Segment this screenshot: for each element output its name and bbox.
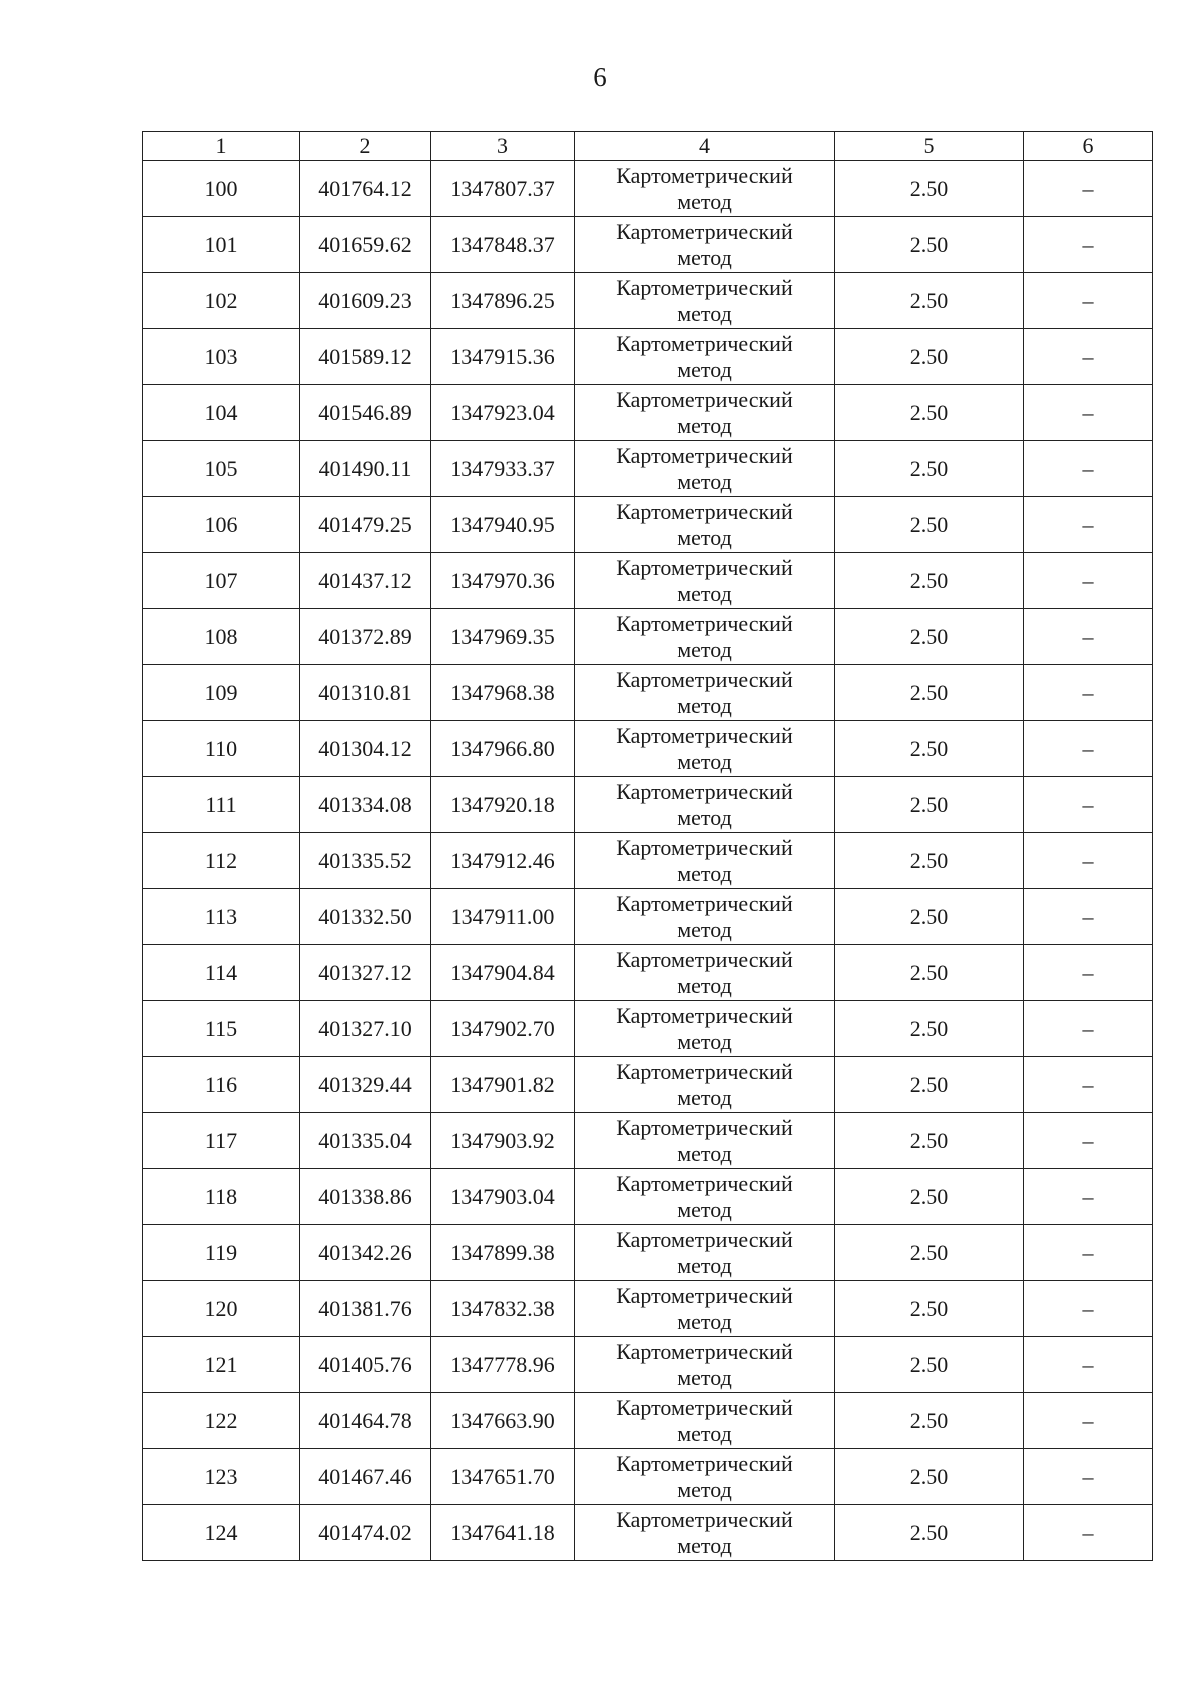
x-coordinate-cell: 401327.12	[300, 945, 431, 1001]
y-coordinate-cell: 1347663.90	[431, 1393, 575, 1449]
column-header-2: 2	[300, 132, 431, 161]
table-row	[143, 553, 1153, 609]
method-line-1: Картометрический	[616, 778, 793, 804]
table-row	[143, 497, 1153, 553]
method-line-2: метод	[677, 468, 732, 494]
x-coordinate-cell: 401546.89	[300, 385, 431, 441]
method-line-2: метод	[677, 860, 732, 886]
method-line-1: Картометрический	[616, 1114, 793, 1140]
table-row	[143, 721, 1153, 777]
point-number-cell: 116	[143, 1057, 300, 1113]
method-line-1: Картометрический	[616, 162, 793, 188]
point-number-cell: 112	[143, 833, 300, 889]
method-line-1: Картометрический	[616, 1450, 793, 1476]
method-line-2: метод	[677, 692, 732, 718]
accuracy-cell: 2.50	[835, 609, 1024, 665]
method-line-1: Картометрический	[616, 1506, 793, 1532]
method-line-1: Картометрический	[616, 442, 793, 468]
method-cell	[575, 665, 835, 721]
note-cell: –	[1024, 945, 1153, 1001]
method-line-2: метод	[677, 1532, 732, 1558]
note-cell: –	[1024, 273, 1153, 329]
point-number-cell: 105	[143, 441, 300, 497]
note-cell: –	[1024, 1281, 1153, 1337]
x-coordinate-cell: 401342.26	[300, 1225, 431, 1281]
method-line-1: Картометрический	[616, 1338, 793, 1364]
method-line-1: Картометрический	[616, 274, 793, 300]
method-cell	[575, 1505, 835, 1561]
point-number-cell: 106	[143, 497, 300, 553]
table-row	[143, 1337, 1153, 1393]
accuracy-cell: 2.50	[835, 1113, 1024, 1169]
note-cell: –	[1024, 329, 1153, 385]
y-coordinate-cell: 1347896.25	[431, 273, 575, 329]
note-cell: –	[1024, 889, 1153, 945]
y-coordinate-cell: 1347940.95	[431, 497, 575, 553]
note-cell: –	[1024, 1225, 1153, 1281]
accuracy-cell: 2.50	[835, 329, 1024, 385]
table-row	[143, 329, 1153, 385]
y-coordinate-cell: 1347969.35	[431, 609, 575, 665]
y-coordinate-cell: 1347807.37	[431, 161, 575, 217]
method-line-1: Картометрический	[616, 1226, 793, 1252]
note-cell: –	[1024, 721, 1153, 777]
accuracy-cell: 2.50	[835, 385, 1024, 441]
point-number-cell: 103	[143, 329, 300, 385]
method-line-2: метод	[677, 1252, 732, 1278]
x-coordinate-cell: 401327.10	[300, 1001, 431, 1057]
note-cell: –	[1024, 1505, 1153, 1561]
x-coordinate-cell: 401310.81	[300, 665, 431, 721]
method-line-2: метод	[677, 1084, 732, 1110]
method-cell	[575, 1337, 835, 1393]
x-coordinate-cell: 401381.76	[300, 1281, 431, 1337]
method-line-2: метод	[677, 356, 732, 382]
y-coordinate-cell: 1347778.96	[431, 1337, 575, 1393]
method-line-2: метод	[677, 1476, 732, 1502]
method-line-1: Картометрический	[616, 1282, 793, 1308]
accuracy-cell: 2.50	[835, 273, 1024, 329]
y-coordinate-cell: 1347923.04	[431, 385, 575, 441]
column-header-1: 1	[143, 132, 300, 161]
method-line-1: Картометрический	[616, 218, 793, 244]
method-line-1: Картометрический	[616, 1002, 793, 1028]
point-number-cell: 115	[143, 1001, 300, 1057]
note-cell: –	[1024, 665, 1153, 721]
y-coordinate-cell: 1347920.18	[431, 777, 575, 833]
method-cell	[575, 273, 835, 329]
method-cell	[575, 1281, 835, 1337]
accuracy-cell: 2.50	[835, 161, 1024, 217]
method-line-2: метод	[677, 244, 732, 270]
x-coordinate-cell: 401304.12	[300, 721, 431, 777]
note-cell: –	[1024, 1001, 1153, 1057]
method-line-2: метод	[677, 524, 732, 550]
accuracy-cell: 2.50	[835, 945, 1024, 1001]
x-coordinate-cell: 401479.25	[300, 497, 431, 553]
method-cell	[575, 1057, 835, 1113]
table-row	[143, 1057, 1153, 1113]
method-line-1: Картометрический	[616, 722, 793, 748]
x-coordinate-cell: 401490.11	[300, 441, 431, 497]
point-number-cell: 120	[143, 1281, 300, 1337]
method-line-1: Картометрический	[616, 890, 793, 916]
note-cell: –	[1024, 1113, 1153, 1169]
table-row	[143, 161, 1153, 217]
method-cell	[575, 721, 835, 777]
y-coordinate-cell: 1347970.36	[431, 553, 575, 609]
method-line-2: метод	[677, 1420, 732, 1446]
method-line-1: Картометрический	[616, 1170, 793, 1196]
x-coordinate-cell: 401589.12	[300, 329, 431, 385]
note-cell: –	[1024, 497, 1153, 553]
method-cell	[575, 1449, 835, 1505]
accuracy-cell: 2.50	[835, 1505, 1024, 1561]
point-number-cell: 121	[143, 1337, 300, 1393]
method-cell	[575, 609, 835, 665]
y-coordinate-cell: 1347902.70	[431, 1001, 575, 1057]
point-number-cell: 117	[143, 1113, 300, 1169]
point-number-cell: 109	[143, 665, 300, 721]
accuracy-cell: 2.50	[835, 1169, 1024, 1225]
accuracy-cell: 2.50	[835, 1281, 1024, 1337]
method-line-2: метод	[677, 188, 732, 214]
method-line-2: метод	[677, 1028, 732, 1054]
method-line-1: Картометрический	[616, 610, 793, 636]
table-body	[143, 161, 1153, 1561]
x-coordinate-cell: 401609.23	[300, 273, 431, 329]
method-cell	[575, 1225, 835, 1281]
method-cell	[575, 833, 835, 889]
accuracy-cell: 2.50	[835, 1449, 1024, 1505]
method-line-2: метод	[677, 580, 732, 606]
y-coordinate-cell: 1347651.70	[431, 1449, 575, 1505]
table-row	[143, 1393, 1153, 1449]
y-coordinate-cell: 1347901.82	[431, 1057, 575, 1113]
point-number-cell: 111	[143, 777, 300, 833]
point-number-cell: 102	[143, 273, 300, 329]
column-header-4: 4	[575, 132, 835, 161]
x-coordinate-cell: 401405.76	[300, 1337, 431, 1393]
x-coordinate-cell: 401659.62	[300, 217, 431, 273]
table-row	[143, 385, 1153, 441]
method-cell	[575, 1393, 835, 1449]
accuracy-cell: 2.50	[835, 217, 1024, 273]
header-row	[143, 132, 1153, 161]
method-line-2: метод	[677, 412, 732, 438]
method-line-1: Картометрический	[616, 386, 793, 412]
x-coordinate-cell: 401334.08	[300, 777, 431, 833]
point-number-cell: 104	[143, 385, 300, 441]
method-line-2: метод	[677, 1140, 732, 1166]
note-cell: –	[1024, 1057, 1153, 1113]
method-line-1: Картометрический	[616, 554, 793, 580]
point-number-cell: 118	[143, 1169, 300, 1225]
method-cell	[575, 497, 835, 553]
method-line-2: метод	[677, 916, 732, 942]
x-coordinate-cell: 401437.12	[300, 553, 431, 609]
method-line-1: Картометрический	[616, 498, 793, 524]
method-line-2: метод	[677, 804, 732, 830]
accuracy-cell: 2.50	[835, 833, 1024, 889]
x-coordinate-cell: 401332.50	[300, 889, 431, 945]
coordinates-table-container	[142, 131, 1152, 1561]
method-line-2: метод	[677, 972, 732, 998]
note-cell: –	[1024, 777, 1153, 833]
method-line-2: метод	[677, 1196, 732, 1222]
method-cell	[575, 1001, 835, 1057]
accuracy-cell: 2.50	[835, 441, 1024, 497]
method-line-1: Картометрический	[616, 666, 793, 692]
point-number-cell: 113	[143, 889, 300, 945]
table-row	[143, 777, 1153, 833]
accuracy-cell: 2.50	[835, 1225, 1024, 1281]
accuracy-cell: 2.50	[835, 1337, 1024, 1393]
method-line-1: Картометрический	[616, 330, 793, 356]
table-row	[143, 1281, 1153, 1337]
y-coordinate-cell: 1347641.18	[431, 1505, 575, 1561]
table-row	[143, 945, 1153, 1001]
table-row	[143, 1113, 1153, 1169]
y-coordinate-cell: 1347903.92	[431, 1113, 575, 1169]
method-cell	[575, 1169, 835, 1225]
table-row	[143, 1449, 1153, 1505]
x-coordinate-cell: 401338.86	[300, 1169, 431, 1225]
x-coordinate-cell: 401474.02	[300, 1505, 431, 1561]
point-number-cell: 123	[143, 1449, 300, 1505]
point-number-cell: 122	[143, 1393, 300, 1449]
coordinates-table	[142, 131, 1153, 1561]
accuracy-cell: 2.50	[835, 1393, 1024, 1449]
point-number-cell: 107	[143, 553, 300, 609]
x-coordinate-cell: 401467.46	[300, 1449, 431, 1505]
accuracy-cell: 2.50	[835, 497, 1024, 553]
y-coordinate-cell: 1347912.46	[431, 833, 575, 889]
point-number-cell: 108	[143, 609, 300, 665]
table-row	[143, 665, 1153, 721]
accuracy-cell: 2.50	[835, 889, 1024, 945]
column-header-3: 3	[431, 132, 575, 161]
accuracy-cell: 2.50	[835, 1001, 1024, 1057]
point-number-cell: 114	[143, 945, 300, 1001]
method-cell	[575, 329, 835, 385]
note-cell: –	[1024, 1449, 1153, 1505]
note-cell: –	[1024, 833, 1153, 889]
table-row	[143, 889, 1153, 945]
y-coordinate-cell: 1347968.38	[431, 665, 575, 721]
table-header	[143, 132, 1153, 161]
method-cell	[575, 441, 835, 497]
y-coordinate-cell: 1347904.84	[431, 945, 575, 1001]
y-coordinate-cell: 1347832.38	[431, 1281, 575, 1337]
y-coordinate-cell: 1347966.80	[431, 721, 575, 777]
note-cell: –	[1024, 441, 1153, 497]
x-coordinate-cell: 401329.44	[300, 1057, 431, 1113]
accuracy-cell: 2.50	[835, 553, 1024, 609]
method-line-1: Картометрический	[616, 946, 793, 972]
accuracy-cell: 2.50	[835, 665, 1024, 721]
method-cell	[575, 889, 835, 945]
accuracy-cell: 2.50	[835, 777, 1024, 833]
table-row	[143, 833, 1153, 889]
point-number-cell: 110	[143, 721, 300, 777]
x-coordinate-cell: 401335.04	[300, 1113, 431, 1169]
note-cell: –	[1024, 1169, 1153, 1225]
column-header-6: 6	[1024, 132, 1153, 161]
table-row	[143, 441, 1153, 497]
table-row	[143, 609, 1153, 665]
y-coordinate-cell: 1347933.37	[431, 441, 575, 497]
y-coordinate-cell: 1347911.00	[431, 889, 575, 945]
method-cell	[575, 1113, 835, 1169]
note-cell: –	[1024, 161, 1153, 217]
x-coordinate-cell: 401464.78	[300, 1393, 431, 1449]
table-row	[143, 1169, 1153, 1225]
method-line-2: метод	[677, 300, 732, 326]
accuracy-cell: 2.50	[835, 721, 1024, 777]
method-line-1: Картометрический	[616, 834, 793, 860]
table-row	[143, 273, 1153, 329]
note-cell: –	[1024, 609, 1153, 665]
point-number-cell: 119	[143, 1225, 300, 1281]
method-line-2: метод	[677, 1364, 732, 1390]
column-header-5: 5	[835, 132, 1024, 161]
method-line-2: метод	[677, 1308, 732, 1334]
point-number-cell: 124	[143, 1505, 300, 1561]
method-cell	[575, 945, 835, 1001]
x-coordinate-cell: 401335.52	[300, 833, 431, 889]
note-cell: –	[1024, 1337, 1153, 1393]
table-row	[143, 1505, 1153, 1561]
y-coordinate-cell: 1347903.04	[431, 1169, 575, 1225]
method-line-1: Картометрический	[616, 1058, 793, 1084]
method-cell	[575, 777, 835, 833]
method-cell	[575, 217, 835, 273]
point-number-cell: 100	[143, 161, 300, 217]
note-cell: –	[1024, 217, 1153, 273]
y-coordinate-cell: 1347848.37	[431, 217, 575, 273]
method-cell	[575, 553, 835, 609]
note-cell: –	[1024, 385, 1153, 441]
method-line-2: метод	[677, 748, 732, 774]
table-row	[143, 217, 1153, 273]
y-coordinate-cell: 1347915.36	[431, 329, 575, 385]
x-coordinate-cell: 401372.89	[300, 609, 431, 665]
method-line-2: метод	[677, 636, 732, 662]
method-cell	[575, 161, 835, 217]
accuracy-cell: 2.50	[835, 1057, 1024, 1113]
y-coordinate-cell: 1347899.38	[431, 1225, 575, 1281]
note-cell: –	[1024, 553, 1153, 609]
table-row	[143, 1001, 1153, 1057]
x-coordinate-cell: 401764.12	[300, 161, 431, 217]
method-cell	[575, 385, 835, 441]
note-cell: –	[1024, 1393, 1153, 1449]
method-line-1: Картометрический	[616, 1394, 793, 1420]
table-row	[143, 1225, 1153, 1281]
point-number-cell: 101	[143, 217, 300, 273]
page-number: 6	[593, 62, 607, 92]
